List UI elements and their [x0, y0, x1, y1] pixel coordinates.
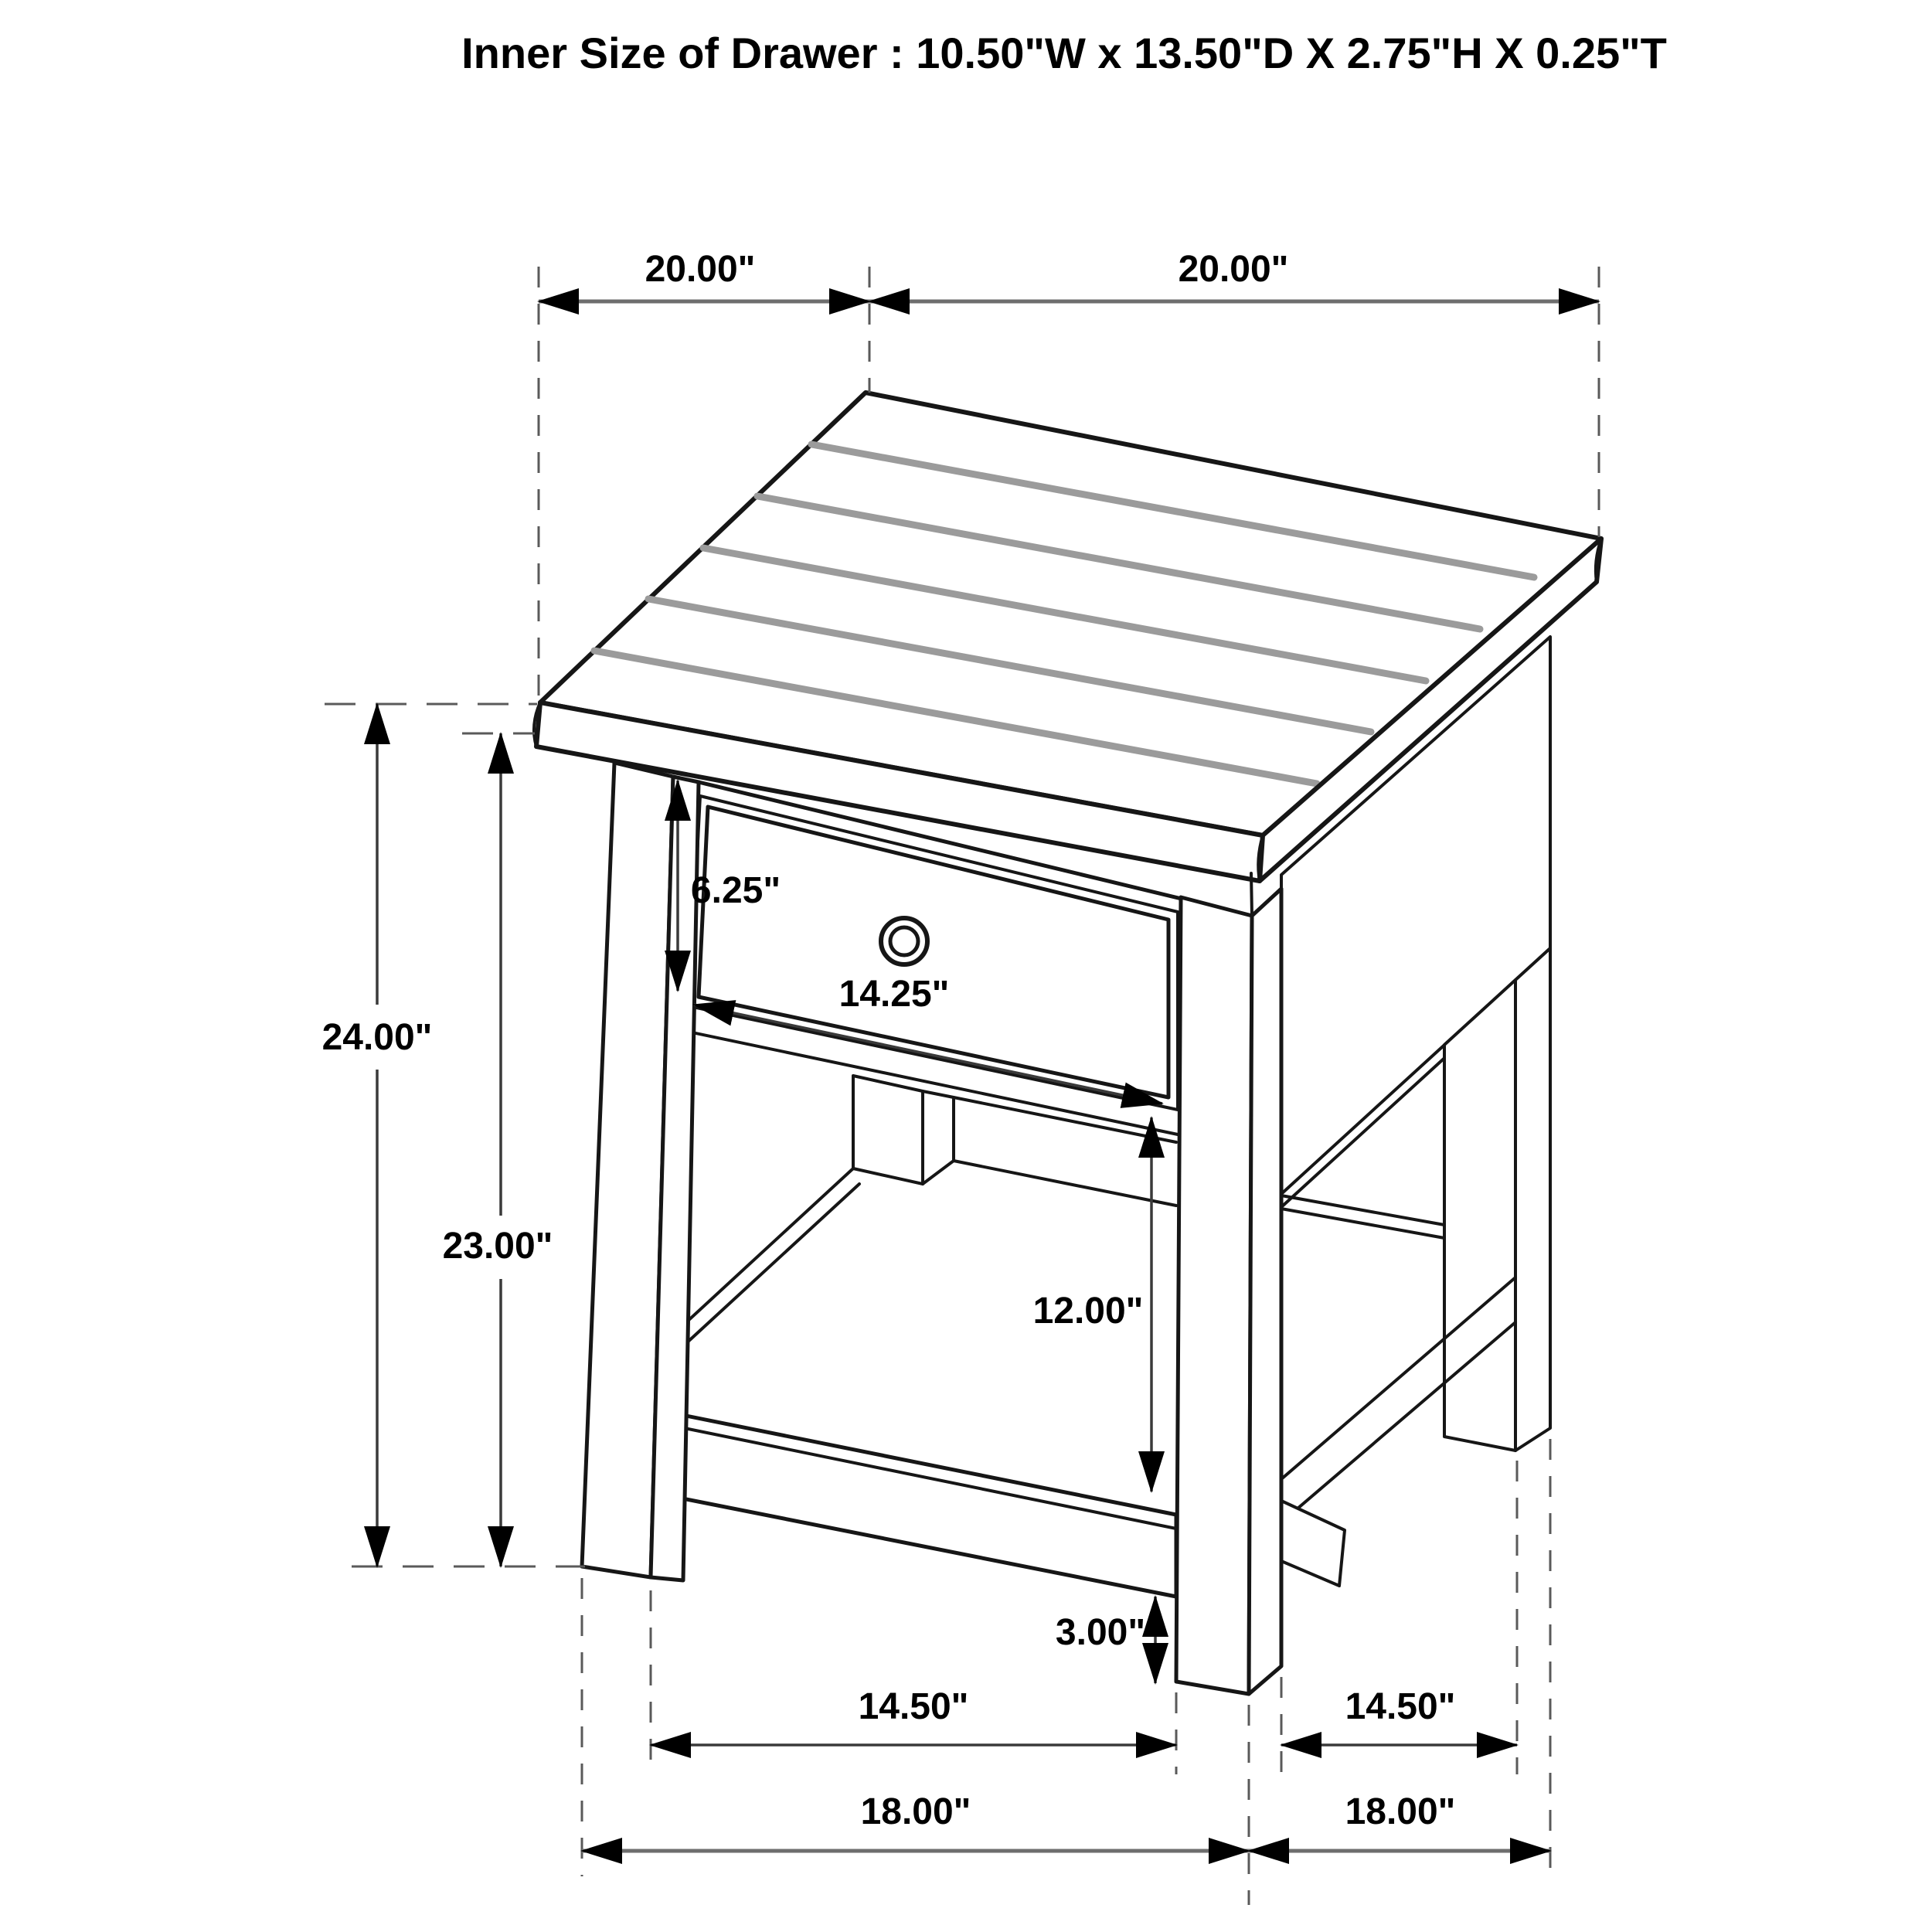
back-right-leg-side — [1515, 948, 1550, 1451]
dim-18-front-label: 18.00" — [860, 1791, 971, 1832]
side-table-drawing — [534, 393, 1601, 1694]
back-rail-through-front — [954, 1097, 1176, 1206]
drawing-title: Inner Size of Drawer : 10.50"W x 13.50"D X 2.75"H X 0.25"T — [461, 29, 1667, 77]
front-right-leg — [1176, 897, 1252, 1694]
front-right-leg-corner — [1251, 873, 1252, 916]
dim-12-label: 12.00" — [1032, 1291, 1144, 1332]
back-rail-through-side — [1281, 1196, 1444, 1238]
back-right-leg — [1444, 980, 1515, 1451]
dim-3-label: 3.00" — [1055, 1612, 1146, 1653]
dim-1425-label: 14.25" — [838, 974, 950, 1015]
center-divider — [853, 1076, 923, 1184]
dim-625-label: 6.25" — [690, 870, 781, 911]
dim-23-label: 23.00" — [442, 1226, 553, 1267]
dim-shelf-to-floor — [1056, 1597, 1155, 1683]
shelf-back-edge — [675, 1168, 859, 1345]
front-right-leg-side — [1249, 889, 1281, 1694]
dim-24-label: 24.00" — [321, 1017, 433, 1058]
dim-floor-side-18 — [1249, 1439, 1550, 1876]
shelf-rail-end-cap — [1281, 1501, 1345, 1586]
center-divider-side — [923, 1091, 954, 1184]
dim-height-24 — [322, 704, 585, 1566]
shelf — [663, 1411, 1176, 1597]
dim-floor-front-18 — [582, 1578, 1249, 1905]
dim-1450-front-label: 14.50" — [858, 1686, 969, 1727]
dim-top-right-20-label: 20.00" — [1178, 249, 1289, 290]
dim-floor-side-1450 — [1281, 1461, 1517, 1774]
dim-drawer-to-shelf — [1033, 1117, 1151, 1492]
dim-18-side-label: 18.00" — [1345, 1791, 1456, 1832]
dim-1450-side-label: 14.50" — [1345, 1686, 1456, 1727]
dim-height-23 — [443, 733, 553, 1566]
dim-top-left-20-label: 20.00" — [645, 249, 756, 290]
